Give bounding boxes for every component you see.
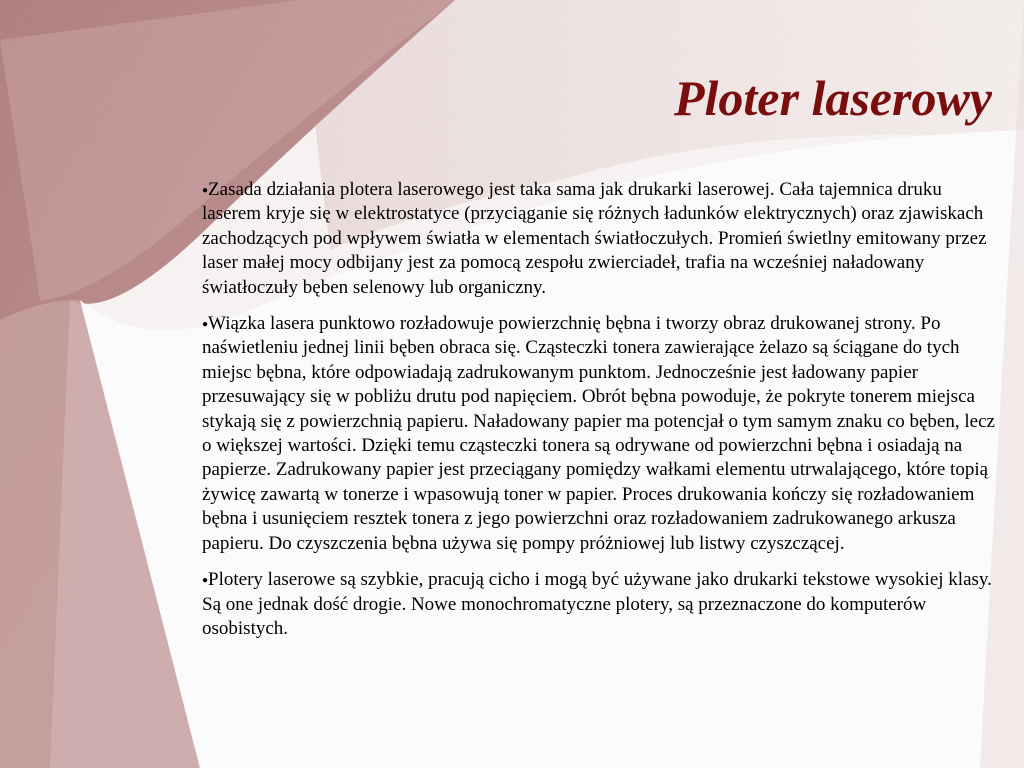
paragraph-text: Plotery laserowe są szybkie, pracują cicho i mogą być używane jako drukarki tekstowe wysokiej klasy. Są one jednak dość drogie. Nowe monochromatyczne plotery, są przeznaczone do komputerów osobistych. (202, 569, 992, 639)
paragraph-text: Wiązka lasera punktowo rozładowuje powierzchnię bębna i tworzy obraz drukowanej strony. Po naświetleniu jednej linii bęben obraca się. Cząsteczki tonera zawierające żelazo są ściągane do tych miejsc bębna, które odpowiadają zadrukowanym punktom. Jednocześnie jest ładowany papier przesuwający się w pobliżu drutu pod napięciem. Obrót bębna powoduje, że pokryte tonerem miejsca stykają się z powierzchnią papieru. Naładowany papier ma potencjał o tym samym znaku co bęben, lecz o większej wartości. Dzięki temu cząsteczki tonera są odrywane od powierzchni bębna i osiadają na papierze. Zadrukowany papier jest przeciągany pomiędzy wałkami elementu utrwalającego, które topią żywicę zawartą w tonerze i wpasowują toner w papier. Proces drukowania kończy się rozładowaniem bębna i usunięciem resztek tonera z jego powierzchni oraz rozładowaniem zadrukowanego arkusza papieru. Do czyszczenia bębna używa się pompy próżniowej lub listwy czyszczącej. (202, 313, 995, 554)
slide-body (196, 178, 996, 641)
paragraph-text: Zasada działania plotera laserowego jest taka sama jak drukarki laserowej. Cała tajemnica druku laserem kryje się w elektrostatyce (przyciąganie się różnych ładunków elektrycznych) oraz zjawiskach zachodzących pod wpływem światła w elementach światłoczułych. Promień świetlny emitowany przez laser małej mocy odbijany jest za pomocą zespołu zwierciadeł, trafia na wcześniej naładowany światłoczuły bęben selenowy lub organiczny. (202, 179, 987, 298)
bullet-paragraph-3 (196, 568, 996, 641)
bullet-dot-icon: ● (202, 575, 209, 587)
bullet-paragraph-2 (196, 312, 996, 556)
bullet-dot-icon: ● (202, 319, 209, 331)
slide-title: Ploter laserowy (673, 70, 992, 126)
bullet-paragraph-1 (196, 178, 996, 300)
bullet-dot-icon: ● (202, 185, 209, 196)
